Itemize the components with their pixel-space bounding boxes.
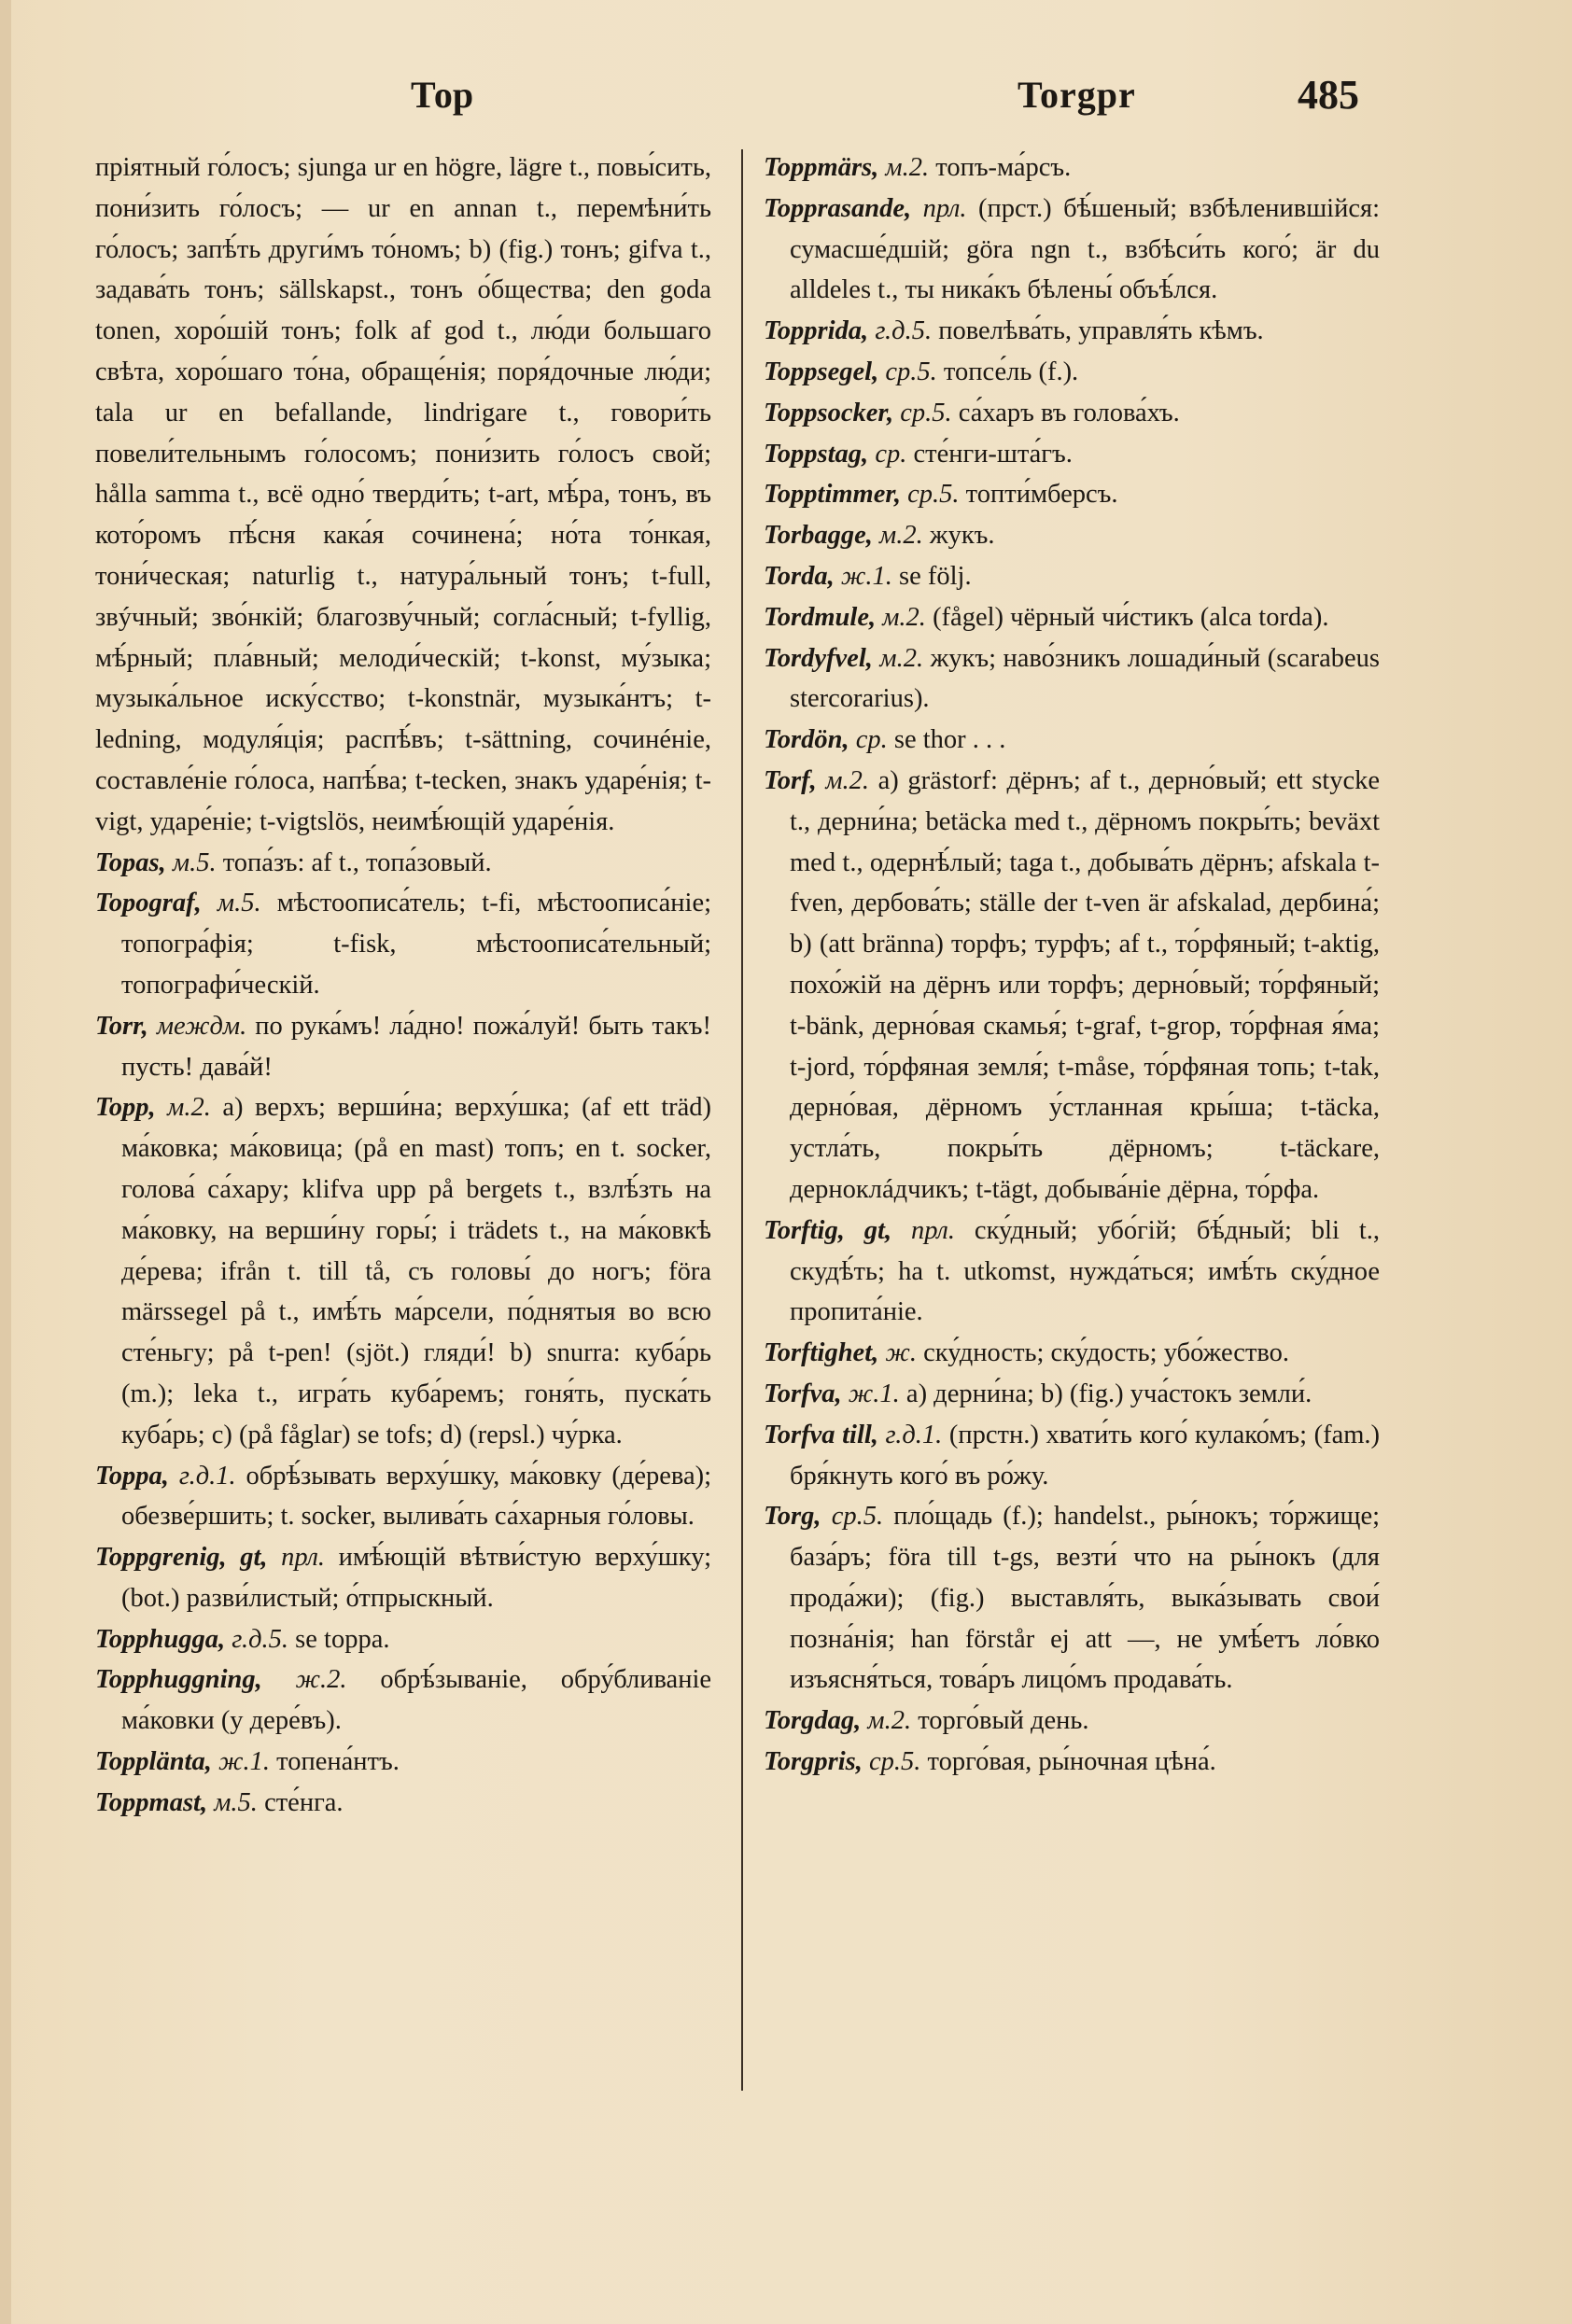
entry-headword: Toppgrenig, gt, <box>95 1543 268 1573</box>
entry-headword: Torbagge, <box>764 521 873 551</box>
entry-definition: топсе́ль (f.). <box>943 357 1079 386</box>
entry-headword: Toppmärs, <box>764 153 879 182</box>
entry-headword: Topphugga, <box>95 1624 226 1654</box>
dictionary-entry <box>95 1619 711 1660</box>
entry-definition: se toppa. <box>295 1624 390 1654</box>
entry-definition: са́харъ въ голова́хъ. <box>958 398 1180 427</box>
entry-grammar-tag: м.2. <box>167 1093 211 1123</box>
entry-headword: Torgpris, <box>764 1747 863 1777</box>
dictionary-entry <box>95 1783 711 1824</box>
entry-headword: Topprida, <box>764 316 869 346</box>
entry-definition: а) верхъ; верши́на; верху́шка; (af ett träd) ма́ковка; ма́ковица; (på en mast) топъ; en t. socker, голова́ са́хару; klifva upp på bergets t., взлѣ́зть на ма́ковку, на верши́ну горы́; i trädets t., на ма́ковкѣ де́рева; ifrån t. till tå, съ головы́ до ногъ; föra märssegel på t., имѣ́ть ма́рсели, по́днятыя во всю сте́ньгу; på t-pen! (sjöt.) гляди́! b) snurra: куба́рь (m.); leka t., игра́ть куба́ремъ; гоня́ть, пуска́ть куба́рь; c) (på fåglar) se tofs; d) (repsl.) чу́рка. <box>121 1093 712 1449</box>
dictionary-entry <box>764 474 1380 515</box>
entry-definition: топена́нтъ. <box>276 1747 400 1777</box>
entry-grammar-tag: ж.1. <box>218 1747 270 1777</box>
entry-definition: а) дерни́на; b) (fig.) уча́стокъ земли́. <box>905 1379 1312 1408</box>
entry-headword: Topptimmer, <box>764 480 902 510</box>
dictionary-entry <box>95 1087 711 1455</box>
entry-definition: сте́нга. <box>264 1787 344 1817</box>
dictionary-entry <box>764 556 1380 597</box>
entry-headword: Torgdag, <box>764 1706 862 1736</box>
dictionary-entry <box>764 515 1380 556</box>
left-guide-word: Тор <box>411 74 474 116</box>
left-column <box>95 147 711 1824</box>
entry-headword: Torfva, <box>764 1379 842 1408</box>
entry-headword: Topp, <box>95 1093 156 1123</box>
column-divider <box>741 149 743 2091</box>
page-header <box>140 65 1372 131</box>
entry-grammar-tag: прл. <box>911 1215 955 1245</box>
entry-headword: Topas, <box>95 847 166 877</box>
dictionary-entry <box>95 1456 711 1538</box>
dictionary-entry <box>764 1742 1380 1783</box>
dictionary-entry <box>95 883 711 1005</box>
dictionary-entry <box>764 1211 1380 1333</box>
entry-headword: Tordyfvel, <box>764 643 873 673</box>
dictionary-entry <box>764 189 1380 311</box>
entry-definition: мѣстоописа́тель; t-fi, мѣстоописа́ніе; топогра́фія; t-fisk, мѣстоописа́тельный; топографи́ческій. <box>121 889 712 1000</box>
entry-definition: se thor . . . <box>893 725 1006 755</box>
entry-definition: se följ. <box>899 561 972 591</box>
entry-definition: торго́вый день. <box>918 1706 1089 1736</box>
entry-definition: а) grästorf: дёрнъ; af t., дерно́вый; ett stycke t., дерни́на; betäcka med t., дёрномъ покры́ть; beväxt med t., одернѣ́лый; taga t., добыва́ть дёрнъ; afskala t-fven, дербова́ть; ställe der t-ven är afskalad, дербина́; b) (att bränna) торфъ; турфъ; af t., то́рфяный; t-aktig, похо́жій на дёрнъ или торфъ; дерно́вый; то́рфяный; t-bänk, дерно́вая скамья́; t-graf, t-grop, то́рфная я́ма; t-jord, то́рфяная земля́; t-måse, то́рфяная топь; t-tak, дерно́вая, дёрномъ у́стланная кры́ша; t-täcka, устла́ть, покры́ть дёрномъ; t-täckare, дерноклáдчикъ; t-tägt, добыва́ніе дёрна, то́рфа. <box>790 765 1381 1204</box>
entry-grammar-tag: м.2. <box>879 643 924 673</box>
page-number: 485 <box>1298 72 1359 118</box>
entry-grammar-tag: ж.1. <box>848 1379 900 1408</box>
entry-headword: Torftighet, <box>764 1338 879 1368</box>
entry-grammar-tag: прл. <box>922 193 967 223</box>
entry-definition: торго́вая, ры́ночная цѣна́. <box>927 1747 1216 1777</box>
right-guide-word: Torgpr <box>1018 74 1136 116</box>
entry-grammar-tag: м.2. <box>867 1706 912 1736</box>
entry-grammar-tag: г.д.1. <box>885 1420 943 1449</box>
entry-definition: топти́мберсъ. <box>965 480 1118 510</box>
entry-grammar-tag: м.5. <box>217 889 261 918</box>
entry-headword: Toppläntа, <box>95 1747 212 1777</box>
entry-headword: Torfva till, <box>764 1420 878 1449</box>
entry-grammar-tag: г.д.5. <box>875 316 933 346</box>
dictionary-entry <box>764 1415 1380 1497</box>
entry-definition: обрѣ́зываніе, обру́бливаніе ма́ковки (у дере́въ). <box>121 1665 712 1736</box>
dictionary-entry <box>95 1659 711 1742</box>
entry-headword: Toppsocker, <box>764 398 894 427</box>
entry-headword: Toppa, <box>95 1461 169 1491</box>
entry-definition: сте́нги-шта́гъ. <box>913 439 1073 469</box>
entry-definition: повелѣва́ть, управля́ть кѣмъ. <box>938 316 1264 346</box>
dictionary-entry <box>764 720 1380 761</box>
entry-definition: топа́зъ: af t., топа́зовый. <box>222 847 492 877</box>
entry-headword: Torda, <box>764 561 835 591</box>
entry-grammar-tag: м.5. <box>214 1787 258 1817</box>
page-edge <box>0 0 11 2324</box>
dictionary-entry <box>764 147 1380 189</box>
entry-grammar-tag: ср.5. <box>868 1747 921 1777</box>
entry-definition: топъ-ма́рсъ. <box>935 153 1072 182</box>
entry-grammar-tag: ср. <box>875 439 907 469</box>
entry-definition: ску́дность; ску́дость; убо́жество. <box>923 1338 1290 1368</box>
dictionary-entry <box>95 843 711 884</box>
entry-headword: Toppstag, <box>764 439 869 469</box>
entry-headword: Tordmule, <box>764 602 877 632</box>
entry-headword: Torftig, gt, <box>764 1215 892 1245</box>
dictionary-entry <box>764 1374 1380 1415</box>
entry-grammar-tag: г.д.1. <box>178 1461 236 1491</box>
entry-definition: по рука́мъ! ла́дно! пожа́луй! быть такъ! пусть! дава́й! <box>121 1011 712 1082</box>
dictionary-entry <box>764 1701 1380 1742</box>
dictionary-entry <box>95 1742 711 1783</box>
entry-grammar-tag: ср.5. <box>900 398 952 427</box>
entry-grammar-tag: ж.1. <box>840 561 892 591</box>
entry-headword: Topprasande, <box>764 193 912 223</box>
right-column <box>764 147 1380 1783</box>
dictionary-entry <box>764 352 1380 393</box>
entry-definition: (прст.) бѣ́шеный; взбѣленившійся: сумасше́дшій; göra ngn t., взбѣси́ть кого́; är du alldeles t., ты ника́къ бѣлены́ объѣ́лся. <box>790 193 1381 305</box>
entry-grammar-tag: ср.5. <box>831 1502 884 1532</box>
dictionary-entry <box>764 311 1380 352</box>
entry-definition: (fågel) чёрный чи́стикъ (alca torda). <box>933 602 1329 632</box>
dictionary-entry <box>764 1496 1380 1701</box>
entry-grammar-tag: ср.5. <box>907 480 960 510</box>
dictionary-entry <box>764 393 1380 434</box>
entry-definition: пріятный го́лосъ; sjunga ur en högre, lägre t., повы́сить, пони́зить го́лосъ; — ur en annan t., перемѣни́ть го́лосъ; запѣ́ть други́мъ то́номъ; b) (fig.) тонъ; gifva t., задава́ть тонъ; sällskapst., тонъ о́бщества; den goda tonen, хоро́шій тонъ; folk af god t., лю́ди большаго свѣта, хоро́шаго то́на, обраще́нія; поря́дочные лю́ди; tala ur en befallande, lindrigare t., говори́ть повели́тельнымъ го́лосомъ; пони́зить го́лосъ свой; hålla samma t., всё одно́ тверди́ть; t-art, мѣ́ра, тонъ, въ кото́ромъ пѣ́сня кака́я сочинена́; но́та то́нкая, тони́ческая; naturlig t., натура́льный тонъ; t-full, звýчный; зво́нкій; благозву́чный; согла́сный; t-fyllig, мѣ́рный; пла́вный; мелоди́ческій; t-konst, му́зыка; музыка́льное иску́сство; t-konstnär, музыка́нтъ; t-ledning, модуля́ція; распѣ́въ; t-sättning, сочинéніе, составле́ніе го́лоса, напѣ́ва; t-tecken, знакъ ударе́нія; t-vigt, ударе́ніе; t-vigtslös, нeимѣ́ющій ударе́нія. <box>95 153 711 836</box>
entry-headword: Toppsegel, <box>764 357 879 386</box>
dictionary-entry <box>764 761 1380 1211</box>
entry-grammar-tag: ср. <box>855 725 888 755</box>
dictionary-entry <box>95 1006 711 1088</box>
entry-grammar-tag: ж. <box>885 1338 918 1368</box>
entry-definition: жукъ; наво́зникъ лошади́ный (scarabeus stercorarius). <box>790 643 1381 714</box>
entry-definition: ску́дный; убо́гій; бѣ́дный; bli t., скудѣ́ть; ha t. utkomst, нужда́ться; имѣ́ть ску́дное пропита́ніе. <box>790 1215 1380 1327</box>
dictionary-entry <box>764 434 1380 475</box>
entry-grammar-tag: м.2. <box>885 153 930 182</box>
entry-grammar-tag: ср.5. <box>885 357 937 386</box>
entry-grammar-tag: прл. <box>281 1543 326 1573</box>
entry-grammar-tag: м.2. <box>825 765 870 795</box>
entry-definition: пло́щадь (f.); handelst., ры́нокъ; то́ржище; база́ръ; föra till t-gs, везти́ что на ры́нокъ (для прода́жи); (fig.) выставля́ть, выка́зывать свои́ позна́нія; han förstår ej att —, не умѣ́етъ ло́вко изъясня́ться, това́ръ лицо́мъ продава́ть. <box>790 1502 1381 1695</box>
entry-definition: (пpстн.) хвати́ть кого́ кулако́мъ; (fam.) бря́кнуть кого́ въ ро́жу. <box>790 1420 1381 1491</box>
dictionary-entry <box>95 147 711 843</box>
entry-headword: Torg, <box>764 1502 821 1532</box>
entry-definition: имѣ́ющій вѣтви́стую верху́шку; (bot.) разви́листый; о́тпрыскный. <box>121 1543 711 1613</box>
entry-headword: Torf, <box>764 765 817 795</box>
entry-headword: Tordön, <box>764 725 849 755</box>
entry-grammar-tag: м.2. <box>882 602 926 632</box>
entry-headword: Torr, <box>95 1011 148 1041</box>
entry-headword: Topograf, <box>95 889 202 918</box>
dictionary-entry <box>95 1537 711 1619</box>
entry-grammar-tag: м.2. <box>879 521 923 551</box>
entry-headword: Topphuggning, <box>95 1665 262 1695</box>
dictionary-entry <box>764 1333 1380 1374</box>
entry-definition: жукъ. <box>929 521 995 551</box>
entry-grammar-tag: ж.2. <box>295 1665 347 1695</box>
entry-grammar-tag: междм. <box>156 1011 247 1041</box>
dictionary-entry <box>764 597 1380 638</box>
entry-definition: обрѣ́зывать верху́шку, ма́ковку (де́рева); обезве́ршить; t. socker, вылива́ть са́харныя го́ловы. <box>121 1461 712 1532</box>
entry-grammar-tag: г.д.5. <box>232 1624 289 1654</box>
entry-headword: Toppmast, <box>95 1787 208 1817</box>
dictionary-entry <box>764 638 1380 721</box>
entry-grammar-tag: м.5. <box>172 847 217 877</box>
